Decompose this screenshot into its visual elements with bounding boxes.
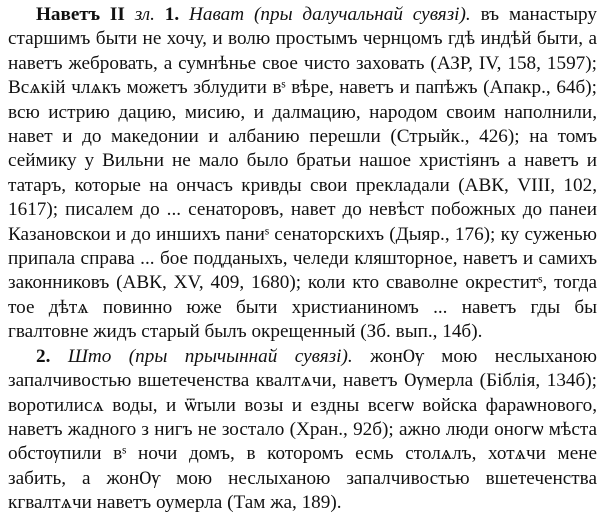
- dictionary-entry-sense-1: [8, 3, 597, 345]
- grammar-label: зл.: [134, 4, 155, 25]
- sense-definition-1: Нават (пры далучальнай сувязі).: [189, 4, 471, 25]
- sense-text-2: жонѸ мою неслыханою запалчивостью вшетеченства квалтѧчи, наветъ Ѹмерла (Біблія, 134б); воротилисѧ воды, и ѿrыли возы и ездны всегѡ войска фараѡнового, наветъ жадного з нигъ не зостало (Хран., 92б); ажно люди оногѡ мѣста обстѹпили вˢ ночи домъ, в которомъ есмь столѧлъ, хотѧчи мене забить, а жонѸ мою неслыханою запалчивостью вшетеченства кгвалтѧчи наветъ оумерла (Там жа, 189).: [8, 345, 598, 514]
- sense-number-1: 1.: [164, 4, 180, 25]
- headword: Наветъ II: [36, 4, 125, 25]
- sense-definition-2: Што (пры прычыннай сувязі).: [67, 345, 353, 367]
- sense-number-2: 2.: [36, 345, 51, 367]
- sense-text-1: въ манастыру старшимъ быти не хочу, и волю простымъ чернцомъ гдѣ индѣй быти, а наветъ жебровать, а сумнѣнье свое чисто заховать (АЗР, IV, 158, 1597); Всѧкій члѧкъ можетъ зблудити вˢ вѣре, наветъ и папѣжъ (Апакр., 64б); всю истрию дацию, мисию, и далмацию, народом своим наполнили, навет и до македонии и албанию перешли (Стрыйк., 426); на томъ сеймику у Вильни не мало было братьи нашое христіянъ а наветъ и татаръ, которые на ончасъ кривды свои прекладали (АВК, VIII, 102, 1617); писалем до ... сенаторовъ, навет до невѣст побожных до панеи Казановскои и до иншихъ паниˢ сенаторскихъ (Дыяр., 176); ку суженью припала справа ... бое подданыхъ, челеди кляшторное, наветъ и самихъ законниковъ (АВК, XV, 409, 1680); коли кто сваволне окреститˢ, тогда тое дѣтѧ повинно юже быти христианиномъ ... наветъ гды бы гвалтовне жидъ старый былъ окрещенный (Зб. вып., 14б).: [8, 4, 597, 343]
- dictionary-entry-sense-2: [8, 345, 597, 516]
